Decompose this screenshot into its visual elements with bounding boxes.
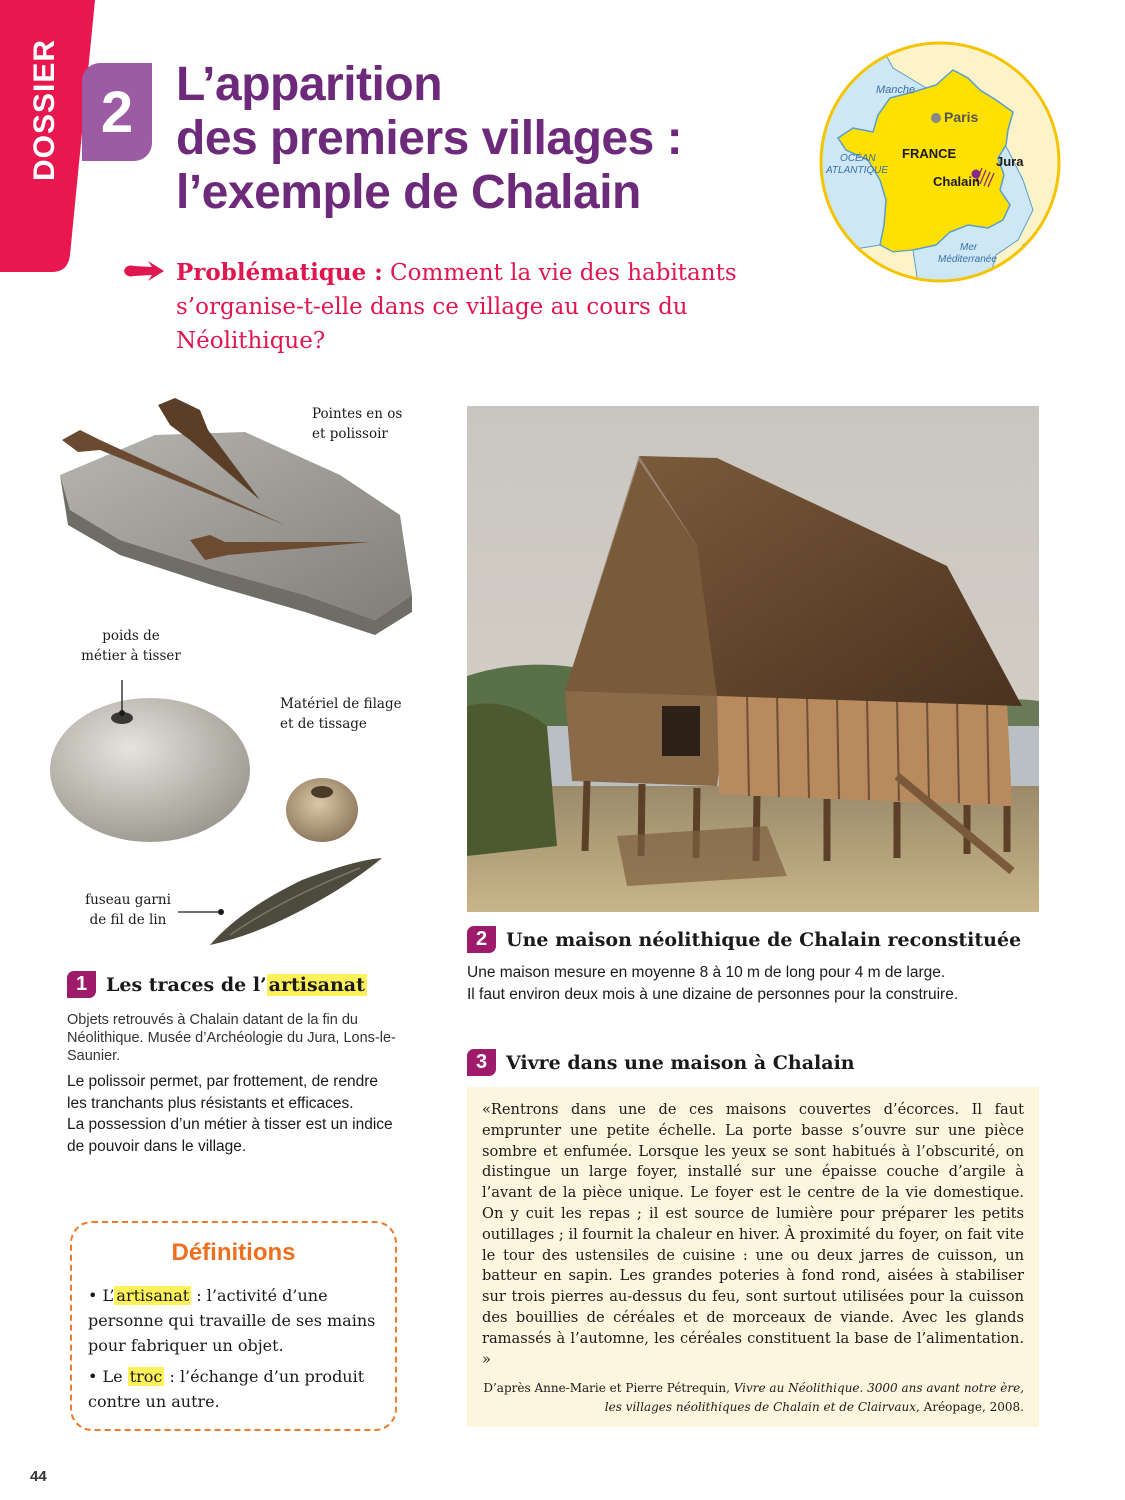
doc1-source: Objets retrouvés à Chalain datant de la fin du Néolithique. Musée d’Archéologie du Jura, Lons-le-Saunier. [67,1012,396,1064]
doc3-source-suffix: , Aréopage, 2008. [916,1400,1024,1415]
label-poids-line-1: poids de [102,628,160,644]
map-spain [818,245,918,284]
artifacts-illustration [40,390,420,960]
pointer-fuseau-dot [218,909,224,915]
doc1-heading [67,971,367,998]
doc2-line-1: Une maison mesure en moyenne 8 à 10 m de long pour 4 m de large. [467,964,946,981]
label-poids [76,626,186,666]
label-filage [280,694,402,734]
map-label-ocean-1: OCÉAN [840,153,876,164]
doc3-source-title: Vivre au Néolithique. 3000 ans avant notre ère, les villages néolithiques de Chalain et de Clairvaux [604,1381,1024,1415]
dossier-number-badge: 2 [82,63,152,161]
map-label-jura: Jura [996,154,1024,169]
doc3-title: Vivre dans une maison à Chalain [506,1051,855,1074]
map-label-paris: Paris [944,109,979,125]
definition-artisanat [88,1283,379,1358]
definition-troc [88,1364,379,1414]
doc3-quote-text: «Rentrons dans une de ces maisons couvertes d’écorces. Il faut emprunter une petite échelle. La porte basse s’ouvre sur une pièce sombre et enfumée. Lorsque les yeux se sont habitués à l’obscurité, on distingue un large foyer, installé sur une épaisse couche d’argile à l’avant de la pièce unique. Le foyer est le centre de la vie domestique. On y cuit les repas ; il est source de lumière pour préparer les petits outillages ; il fournit la chaleur en hiver. À proximité du foyer, on fait vite le tour des ustensiles de cuisine : une ou deux jarres de cuisson, un batteur en sapin. Les grandes poteries à fond rond, aisées à stabiliser sur trois pierres au-dessus du feu, sont surtout utilisées pour la cuisson des bouillies de céréales et de morceaux de viande. Avec les glands ramassés à l’automne, les céréales constituent la base de l’alimentation. » [482,1101,1024,1368]
map-label-mer-1: Mer [960,242,978,253]
def2-prefix: • Le [88,1367,128,1386]
doc3-source [482,1379,1024,1417]
doc1-title-prefix: Les traces de l’ [106,973,267,996]
house-door [662,706,700,756]
small-spindle-whorl-hole [311,786,333,798]
dossier-tab [0,0,95,275]
doc2-number: 2 [467,926,496,953]
label-pointes [312,404,402,444]
problem-text: Comment la vie des habitants s’organise-t-elle dans ce village au cours du Néolithique? [176,260,737,354]
doc1-title [106,974,367,996]
map-label-france: FRANCE [902,146,957,161]
photo-wood-pile [617,826,787,886]
def2-text: : l’échange d’un produit contre un autre. [88,1367,365,1411]
problem-label: Problématique : [176,259,383,286]
page-number: 44 [30,1468,47,1485]
doc1-body-2: La possession d’un métier à tisser est un indice de pouvoir dans le village. [67,1116,393,1155]
def1-prefix: • L’ [88,1286,115,1305]
map-uk-land [818,40,876,65]
doc2-title: Une maison néolithique de Chalain reconstituée [506,928,1022,951]
problem-statement [122,256,812,358]
arrow-right-icon [122,258,166,284]
definitions-heading: Définitions [171,1239,296,1266]
doc3-heading [467,1049,855,1076]
label-poids-line-2: métier à tisser [81,648,181,664]
map-paris-dot [931,113,941,123]
photo-bushes [467,704,557,857]
def1-term: artisanat [116,1286,190,1305]
loom-weight [50,698,250,842]
map-label-chalain: Chalain [933,174,980,189]
doc1-body-1: Le polissoir permet, par frottement, de rendre les tranchants plus résistants et efficaces. [67,1073,379,1112]
dossier-label: DOSSIER [28,38,61,182]
map-label-ocean-2: ATLANTIQUE [826,165,889,176]
label-pointes-line-1: Pointes en os [312,406,403,422]
doc1-body [67,1071,402,1157]
map-label-mer-2: Méditerranée [938,254,997,265]
def1-text: : l’activité d’une personne qui travaille de ses mains pour fabriquer un objet. [88,1286,376,1355]
label-pointes-line-2: et polissoir [312,426,388,442]
def2-term: troc [129,1367,163,1386]
spindle-with-linen [210,858,382,945]
doc1-title-highlight: artisanat [268,973,365,996]
pointer-poids-dot [119,710,125,716]
doc2-body [467,962,1047,1005]
definitions-box [70,1221,397,1431]
map-label-manche: Manche [876,84,916,96]
label-fuseau [80,890,176,930]
label-fuseau-line-2: de fil de lin [89,912,167,928]
doc1-number: 1 [67,971,96,998]
title-line-3: l’exemple de Chalain [176,166,641,219]
doc2-line-2: Il faut environ deux mois à une dizaine de personnes pour la construire. [467,985,959,1003]
doc3-number: 3 [467,1049,496,1076]
house-side-wall [717,691,1012,806]
doc3-quote-box [467,1087,1039,1427]
title-line-2: des premiers villages : [176,112,683,165]
page-title [176,58,796,220]
house-photo [467,406,1039,912]
doc3-source-prefix: D’après Anne-Marie et Pierre Pétrequin, [483,1381,734,1396]
label-filage-line-1: Matériel de filage [280,696,402,712]
doc2-heading [467,926,1021,953]
label-filage-line-2: et de tissage [280,716,367,732]
title-line-1: L’apparition [176,58,443,111]
location-map [818,40,1062,284]
label-fuseau-line-1: fuseau garni [85,892,171,908]
